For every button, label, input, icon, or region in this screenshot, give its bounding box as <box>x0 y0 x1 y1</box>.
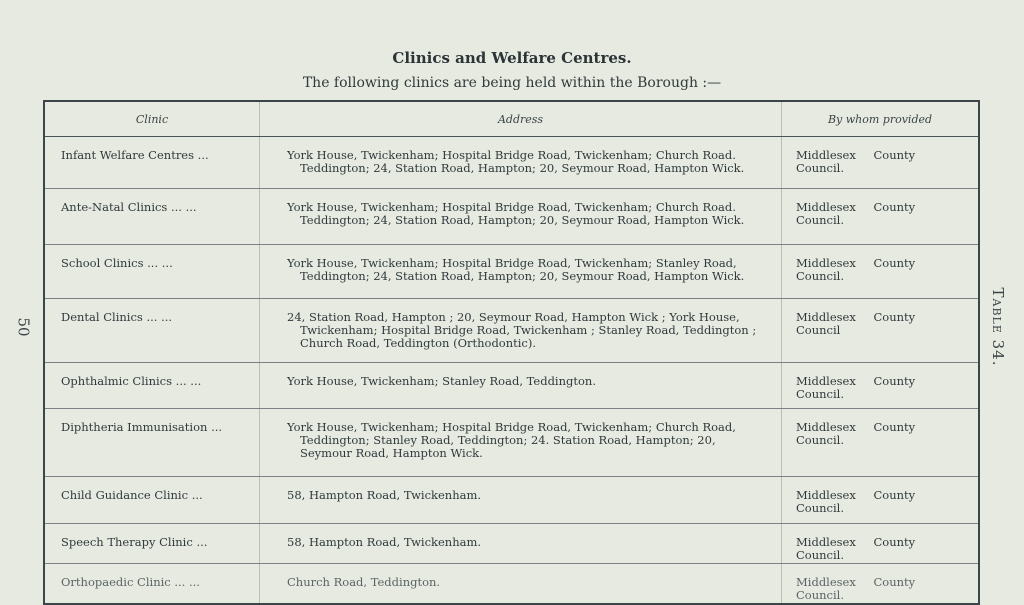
provider-text: Middlesex County Council. <box>796 374 916 401</box>
address-text: 58, Hampton Road, Twickenham. <box>287 535 482 549</box>
header-clinic: Clinic <box>44 101 260 137</box>
provider-cell <box>782 477 980 524</box>
address-text: York House, Twickenham; Hospital Bridge Road, Twickenham; Church Road. Teddington; 24, Station Road, Hampton; 20, Seymour Road, Hampton Wick. <box>287 148 745 175</box>
address-cell <box>260 409 782 477</box>
provider-cell <box>782 564 980 605</box>
address-cell <box>260 137 782 189</box>
clinic-cell: Diphtheria Immunisation ... <box>44 409 260 477</box>
address-text: 24, Station Road, Hampton ; 20, Seymour Road, Hampton Wick ; York House, Twickenham; Hospital Bridge Road, Twickenham ; Stanley Road, Teddington ; Church Road, Teddington (Orthodontic). <box>287 310 757 350</box>
table-row <box>44 189 979 245</box>
provider-cell <box>782 189 980 245</box>
provider-text: Middlesex County Council. <box>796 535 916 562</box>
clinic-cell: Infant Welfare Centres ... <box>44 137 260 189</box>
provider-cell <box>782 299 980 363</box>
header-address: Address <box>260 101 782 137</box>
provider-text: Middlesex County Council. <box>796 420 916 447</box>
clinic-cell: Child Guidance Clinic ... <box>44 477 260 524</box>
table-label: Table 34. <box>989 287 1007 367</box>
clinic-cell: School Clinics ... ... <box>44 245 260 299</box>
table-row <box>44 564 979 605</box>
page-subtitle: The following clinics are being held within the Borough :— <box>302 75 722 91</box>
address-text: Church Road, Teddington. <box>287 575 441 589</box>
address-text: York House, Twickenham; Stanley Road, Teddington. <box>287 374 596 388</box>
address-text: York House, Twickenham; Hospital Bridge Road, Twickenham; Church Road, Teddington; Stanley Road, Teddington; 24. Station Road, Hampton; 20, Seymour Road, Hampton Wick. <box>287 420 736 460</box>
table-row <box>44 299 979 363</box>
clinic-cell: Orthopaedic Clinic ... ... <box>44 564 260 605</box>
address-cell <box>260 245 782 299</box>
address-cell <box>260 477 782 524</box>
address-cell <box>260 189 782 245</box>
clinic-cell: Speech Therapy Clinic ... <box>44 524 260 564</box>
provider-text: Middlesex County Council. <box>796 200 916 227</box>
provider-text: Middlesex County Council. <box>796 488 916 515</box>
table-row <box>44 524 979 564</box>
provider-text: Middlesex County Council <box>796 310 916 337</box>
provider-text: Middlesex County Council. <box>796 148 916 175</box>
provider-cell <box>782 137 980 189</box>
provider-text: Middlesex County Council. <box>796 575 916 602</box>
provider-cell <box>782 245 980 299</box>
provider-cell <box>782 409 980 477</box>
clinic-cell: Ophthalmic Clinics ... ... <box>44 363 260 409</box>
address-cell <box>260 524 782 564</box>
table-row <box>44 245 979 299</box>
header-provider: By whom provided <box>782 101 980 137</box>
table-row <box>44 477 979 524</box>
clinics-table <box>43 100 980 605</box>
clinic-cell: Dental Clinics ... ... <box>44 299 260 363</box>
table-row <box>44 409 979 477</box>
provider-cell <box>782 363 980 409</box>
address-cell <box>260 363 782 409</box>
address-cell <box>260 299 782 363</box>
table-row <box>44 363 979 409</box>
address-text: York House, Twickenham; Hospital Bridge Road, Twickenham; Stanley Road, Teddington; 24, Station Road, Hampton; 20, Seymour Road, Hampton Wick. <box>287 256 745 283</box>
clinic-cell: Ante-Natal Clinics ... ... <box>44 189 260 245</box>
table-row <box>44 137 979 189</box>
address-text: York House, Twickenham; Hospital Bridge Road, Twickenham; Church Road. Teddington; 24, Station Road, Hampton; 20, Seymour Road, Hampton Wick. <box>287 200 745 227</box>
table-header-row <box>44 101 979 137</box>
provider-cell <box>782 524 980 564</box>
provider-text: Middlesex County Council. <box>796 256 916 283</box>
page-title: Clinics and Welfare Centres. <box>392 49 632 67</box>
address-cell <box>260 564 782 605</box>
address-text: 58, Hampton Road, Twickenham. <box>287 488 482 502</box>
page-number: 50 <box>14 317 33 337</box>
